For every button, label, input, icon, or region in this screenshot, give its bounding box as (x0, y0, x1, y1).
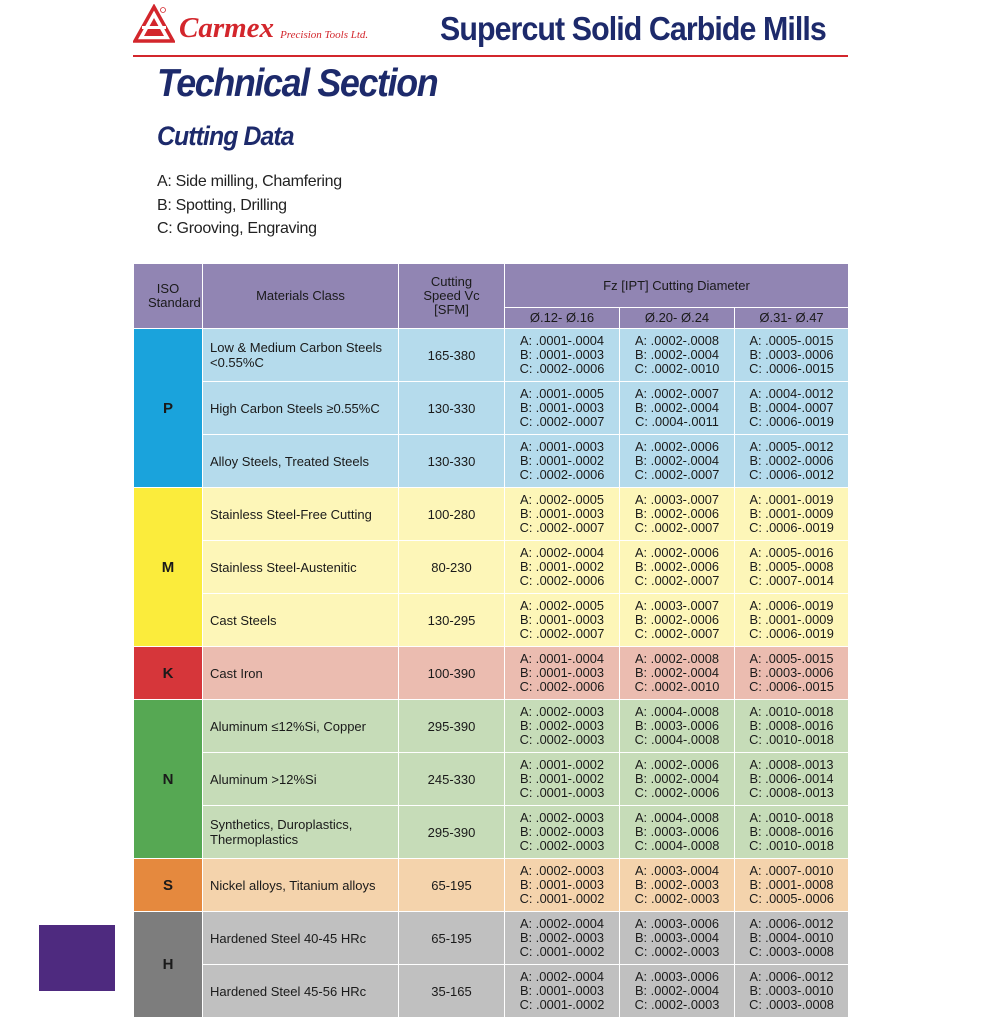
color-swatch (39, 925, 115, 991)
feed-rate-line: B: .0001-.0003 (520, 664, 604, 680)
feed-rate-cell (735, 753, 849, 806)
material-class-cell: Stainless Steel-Austenitic (203, 541, 399, 594)
feed-rate-line: C: .0002-.0003 (634, 944, 720, 960)
feed-rate-line: B: .0002-.0006 (749, 452, 834, 468)
header-diameter-2: Ø.20- Ø.24 (620, 308, 735, 329)
feed-rate-cell (620, 382, 735, 435)
brand-name: Carmex (179, 12, 275, 44)
feed-rate-cell (620, 806, 735, 859)
iso-group-cell: S (134, 859, 203, 912)
feed-rate-line: A: .0006-.0012 (749, 968, 834, 984)
material-class-cell: Cast Iron (203, 647, 399, 700)
feed-rate-line: A: .0002-.0006 (635, 756, 719, 772)
feed-rate-line: B: .0002-.0003 (635, 876, 719, 892)
feed-rate-cell (620, 488, 735, 541)
feed-rate-cell (735, 488, 849, 541)
legend-item: B: Spotting, Drilling (157, 196, 287, 214)
feed-rate-line: A: .0002-.0004 (520, 544, 604, 560)
feed-rate-cell (620, 435, 735, 488)
feed-rate-line: A: .0004-.0012 (749, 385, 834, 401)
table-body (134, 329, 849, 1018)
feed-rate-cell (505, 753, 620, 806)
feed-rate-cell (620, 753, 735, 806)
feed-rate-line: B: .0002-.0004 (635, 399, 719, 415)
feed-rate-line: C: .0005-.0006 (749, 891, 834, 907)
feed-rate-cell (505, 859, 620, 912)
feed-rate-line: B: .0008-.0016 (749, 823, 834, 839)
header-diameter-3: Ø.31- Ø.47 (735, 308, 849, 329)
feed-rate-cell (620, 859, 735, 912)
feed-rate-line: A: .0002-.0006 (635, 438, 719, 454)
feed-rate-line: C: .0003-.0008 (749, 997, 834, 1013)
cutting-speed-cell: 100-390 (399, 647, 505, 700)
feed-rate-line: B: .0001-.0003 (520, 611, 604, 627)
material-class-cell: High Carbon Steels ≥0.55%C (203, 382, 399, 435)
iso-group-cell: K (134, 647, 203, 700)
feed-rate-line: A: .0001-.0019 (749, 491, 834, 507)
table-row (134, 806, 849, 859)
feed-rate-line: C: .0006-.0012 (749, 467, 834, 483)
feed-rate-line: C: .0001-.0002 (519, 997, 605, 1013)
feed-rate-line: C: .0002-.0003 (519, 838, 605, 854)
material-class-cell: Synthetics, Duroplastics, Thermoplastics (203, 806, 399, 859)
feed-rate-line: A: .0001-.0004 (520, 650, 604, 666)
feed-rate-cell (735, 594, 849, 647)
cutting-speed-cell: 65-195 (399, 859, 505, 912)
feed-rate-line: B: .0002-.0003 (520, 717, 604, 733)
table-row (134, 435, 849, 488)
feed-rate-line: B: .0003-.0006 (749, 346, 834, 362)
brand-logo (133, 4, 368, 44)
feed-rate-line: A: .0001-.0004 (520, 332, 604, 348)
feed-rate-line: A: .0002-.0003 (520, 862, 604, 878)
feed-rate-line: A: .0005-.0015 (749, 650, 834, 666)
feed-rate-line: B: .0003-.0006 (635, 823, 719, 839)
feed-rate-line: C: .0002-.0006 (519, 467, 605, 483)
table-row (134, 912, 849, 965)
feed-rate-line: A: .0001-.0003 (520, 438, 604, 454)
feed-rate-line: B: .0001-.0009 (749, 505, 834, 521)
feed-rate-cell (620, 965, 735, 1018)
feed-rate-cell (735, 859, 849, 912)
feed-rate-cell (620, 541, 735, 594)
feed-rate-line: C: .0010-.0018 (749, 838, 834, 854)
feed-rate-line: C: .0002-.0003 (634, 891, 720, 907)
material-class-cell: Hardened Steel 40-45 HRc (203, 912, 399, 965)
feed-rate-line: A: .0003-.0004 (635, 862, 719, 878)
material-class-cell: Stainless Steel-Free Cutting (203, 488, 399, 541)
table-row (134, 753, 849, 806)
header-diameter-1: Ø.12- Ø.16 (505, 308, 620, 329)
feed-rate-line: A: .0002-.0008 (635, 650, 719, 666)
feed-rate-line: A: .0001-.0005 (520, 385, 604, 401)
cutting-speed-cell: 80-230 (399, 541, 505, 594)
feed-rate-cell (505, 435, 620, 488)
feed-rate-cell (505, 647, 620, 700)
feed-rate-cell (735, 541, 849, 594)
material-class-cell: Aluminum >12%Si (203, 753, 399, 806)
feed-rate-line: B: .0001-.0003 (520, 505, 604, 521)
feed-rate-line: C: .0007-.0014 (749, 573, 834, 589)
iso-group-cell: M (134, 488, 203, 647)
feed-rate-line: C: .0001-.0002 (519, 944, 605, 960)
feed-rate-line: B: .0002-.0003 (520, 929, 604, 945)
feed-rate-line: A: .0002-.0007 (635, 385, 719, 401)
feed-rate-line: B: .0001-.0002 (520, 452, 604, 468)
feed-rate-line: A: .0004-.0008 (635, 703, 719, 719)
feed-rate-line: B: .0002-.0004 (635, 664, 719, 680)
table-row (134, 541, 849, 594)
feed-rate-line: C: .0002-.0007 (519, 626, 605, 642)
feed-rate-line: A: .0005-.0015 (749, 332, 834, 348)
header-materials-class: Materials Class (203, 264, 399, 329)
feed-rate-line: A: .0010-.0018 (749, 703, 834, 719)
feed-rate-cell (505, 541, 620, 594)
cutting-speed-cell: 245-330 (399, 753, 505, 806)
table-row (134, 965, 849, 1018)
feed-rate-line: C: .0004-.0011 (635, 414, 719, 430)
feed-rate-line: B: .0001-.0002 (520, 558, 604, 574)
feed-rate-line: A: .0002-.0003 (520, 809, 604, 825)
feed-rate-line: A: .0002-.0006 (635, 544, 719, 560)
feed-rate-line: C: .0002-.0007 (519, 414, 605, 430)
feed-rate-line: C: .0002-.0003 (634, 997, 720, 1013)
feed-rate-cell (505, 488, 620, 541)
feed-rate-line: B: .0008-.0016 (749, 717, 834, 733)
feed-rate-line: C: .0002-.0010 (634, 361, 720, 377)
table-row (134, 700, 849, 753)
sub-title: Cutting Data (157, 121, 294, 151)
feed-rate-line: A: .0002-.0005 (520, 491, 604, 507)
feed-rate-cell (620, 594, 735, 647)
table-row (134, 594, 849, 647)
feed-rate-line: B: .0001-.0008 (749, 876, 834, 892)
iso-group-cell: N (134, 700, 203, 859)
material-class-cell: Cast Steels (203, 594, 399, 647)
feed-rate-line: C: .0002-.0003 (519, 732, 605, 748)
feed-rate-line: C: .0003-.0008 (749, 944, 834, 960)
feed-rate-line: C: .0002-.0007 (634, 626, 720, 642)
cutting-speed-cell: 130-295 (399, 594, 505, 647)
feed-rate-line: A: .0002-.0003 (520, 703, 604, 719)
feed-rate-line: C: .0002-.0006 (519, 361, 605, 377)
feed-rate-line: A: .0002-.0005 (520, 597, 604, 613)
feed-rate-line: C: .0006-.0019 (749, 626, 834, 642)
feed-rate-line: A: .0003-.0007 (635, 491, 719, 507)
feed-rate-line: B: .0001-.0003 (520, 876, 604, 892)
feed-rate-line: B: .0001-.0003 (520, 982, 604, 998)
feed-rate-line: A: .0005-.0012 (749, 438, 834, 454)
feed-rate-line: A: .0006-.0019 (749, 597, 834, 613)
feed-rate-line: A: .0002-.0004 (520, 915, 604, 931)
legend-item: C: Grooving, Engraving (157, 220, 317, 237)
feed-rate-line: A: .0003-.0006 (635, 915, 719, 931)
feed-rate-line: B: .0001-.0003 (520, 346, 604, 362)
feed-rate-line: A: .0002-.0004 (520, 968, 604, 984)
cutting-speed-cell: 100-280 (399, 488, 505, 541)
feed-rate-line: B: .0003-.0006 (749, 664, 834, 680)
table-row (134, 329, 849, 382)
feed-rate-line: C: .0006-.0015 (749, 361, 834, 377)
feed-rate-line: B: .0002-.0004 (635, 346, 719, 362)
table-row (134, 859, 849, 912)
cutting-speed-cell: 295-390 (399, 700, 505, 753)
cutting-speed-cell: 35-165 (399, 965, 505, 1018)
feed-rate-line: A: .0006-.0012 (749, 915, 834, 931)
feed-rate-line: B: .0004-.0010 (749, 929, 834, 945)
feed-rate-line: B: .0004-.0007 (749, 399, 834, 415)
feed-rate-line: A: .0010-.0018 (749, 809, 834, 825)
feed-rate-line: B: .0001-.0003 (520, 399, 604, 415)
feed-rate-line: A: .0005-.0016 (749, 544, 834, 560)
feed-rate-cell (505, 382, 620, 435)
feed-rate-line: A: .0003-.0006 (635, 968, 719, 984)
feed-rate-line: B: .0003-.0006 (635, 717, 719, 733)
feed-rate-line: B: .0003-.0010 (749, 982, 834, 998)
feed-rate-line: B: .0001-.0009 (749, 611, 834, 627)
material-class-cell: Nickel alloys, Titanium alloys (203, 859, 399, 912)
table-row (134, 647, 849, 700)
header-cutting-speed: Cutting Speed Vc [SFM] (399, 264, 505, 329)
feed-rate-line: A: .0007-.0010 (749, 862, 834, 878)
feed-rate-line: C: .0004-.0008 (634, 732, 720, 748)
operation-legend (157, 170, 342, 241)
feed-rate-line: B: .0002-.0006 (635, 611, 719, 627)
feed-rate-cell (505, 700, 620, 753)
feed-rate-line: C: .0001-.0002 (519, 891, 605, 907)
feed-rate-line: B: .0002-.0004 (635, 982, 719, 998)
feed-rate-line: B: .0001-.0002 (520, 770, 604, 786)
material-class-cell: Low & Medium Carbon Steels <0.55%C (203, 329, 399, 382)
feed-rate-line: A: .0008-.0013 (749, 756, 834, 772)
feed-rate-cell (620, 912, 735, 965)
feed-rate-line: C: .0006-.0015 (749, 679, 834, 695)
section-title: Technical Section (157, 62, 438, 105)
feed-rate-line: C: .0002-.0006 (519, 573, 605, 589)
feed-rate-cell (505, 594, 620, 647)
header-iso-standard: ISO Standard (134, 264, 203, 329)
feed-rate-line: C: .0004-.0008 (634, 838, 720, 854)
feed-rate-line: B: .0002-.0006 (635, 505, 719, 521)
feed-rate-line: C: .0002-.0006 (519, 679, 605, 695)
feed-rate-line: A: .0001-.0002 (520, 756, 604, 772)
material-class-cell: Hardened Steel 45-56 HRc (203, 965, 399, 1018)
feed-rate-cell (735, 965, 849, 1018)
cutting-data-table (133, 263, 849, 1018)
iso-group-cell: P (134, 329, 203, 488)
feed-rate-cell (620, 700, 735, 753)
feed-rate-cell (505, 806, 620, 859)
header-divider (133, 55, 848, 57)
brand-suffix: Precision Tools Ltd. (280, 29, 369, 41)
feed-rate-line: B: .0006-.0014 (749, 770, 834, 786)
feed-rate-line: C: .0006-.0019 (749, 414, 834, 430)
feed-rate-cell (735, 382, 849, 435)
feed-rate-line: C: .0002-.0007 (634, 573, 720, 589)
feed-rate-cell (505, 329, 620, 382)
feed-rate-cell (505, 912, 620, 965)
feed-rate-line: A: .0004-.0008 (635, 809, 719, 825)
feed-rate-line: C: .0002-.0007 (634, 520, 720, 536)
feed-rate-line: C: .0006-.0019 (749, 520, 834, 536)
page-header-title: Supercut Solid Carbide Mills (440, 10, 826, 47)
feed-rate-line: B: .0005-.0008 (749, 558, 834, 574)
feed-rate-cell (735, 435, 849, 488)
feed-rate-line: B: .0002-.0003 (520, 823, 604, 839)
table-row (134, 382, 849, 435)
feed-rate-cell (735, 912, 849, 965)
feed-rate-cell (735, 647, 849, 700)
feed-rate-line: C: .0002-.0010 (634, 679, 720, 695)
feed-rate-cell (735, 806, 849, 859)
feed-rate-line: B: .0003-.0004 (635, 929, 719, 945)
cutting-speed-cell: 130-330 (399, 382, 505, 435)
table-row (134, 488, 849, 541)
cutting-speed-cell: 165-380 (399, 329, 505, 382)
feed-rate-cell (505, 965, 620, 1018)
feed-rate-line: C: .0010-.0018 (749, 732, 834, 748)
legend-item: A: Side milling, Chamfering (157, 173, 342, 190)
feed-rate-line: B: .0002-.0004 (635, 452, 719, 468)
feed-rate-line: C: .0008-.0013 (749, 785, 834, 801)
cutting-speed-cell: 295-390 (399, 806, 505, 859)
feed-rate-line: A: .0002-.0008 (635, 332, 719, 348)
carmex-logo-icon (133, 4, 175, 44)
feed-rate-cell (735, 700, 849, 753)
iso-group-cell: H (134, 912, 203, 1018)
feed-rate-line: C: .0002-.0007 (519, 520, 605, 536)
feed-rate-cell (620, 329, 735, 382)
material-class-cell: Aluminum ≤12%Si, Copper (203, 700, 399, 753)
cutting-speed-cell: 65-195 (399, 912, 505, 965)
header-fz: Fz [IPT] Cutting Diameter (505, 264, 849, 308)
feed-rate-line: B: .0002-.0006 (635, 558, 719, 574)
feed-rate-line: C: .0001-.0003 (519, 785, 605, 801)
feed-rate-line: C: .0002-.0006 (634, 785, 720, 801)
feed-rate-line: C: .0002-.0007 (634, 467, 720, 483)
material-class-cell: Alloy Steels, Treated Steels (203, 435, 399, 488)
feed-rate-cell (620, 647, 735, 700)
cutting-speed-cell: 130-330 (399, 435, 505, 488)
feed-rate-line: B: .0002-.0004 (635, 770, 719, 786)
feed-rate-cell (735, 329, 849, 382)
feed-rate-line: A: .0003-.0007 (635, 597, 719, 613)
